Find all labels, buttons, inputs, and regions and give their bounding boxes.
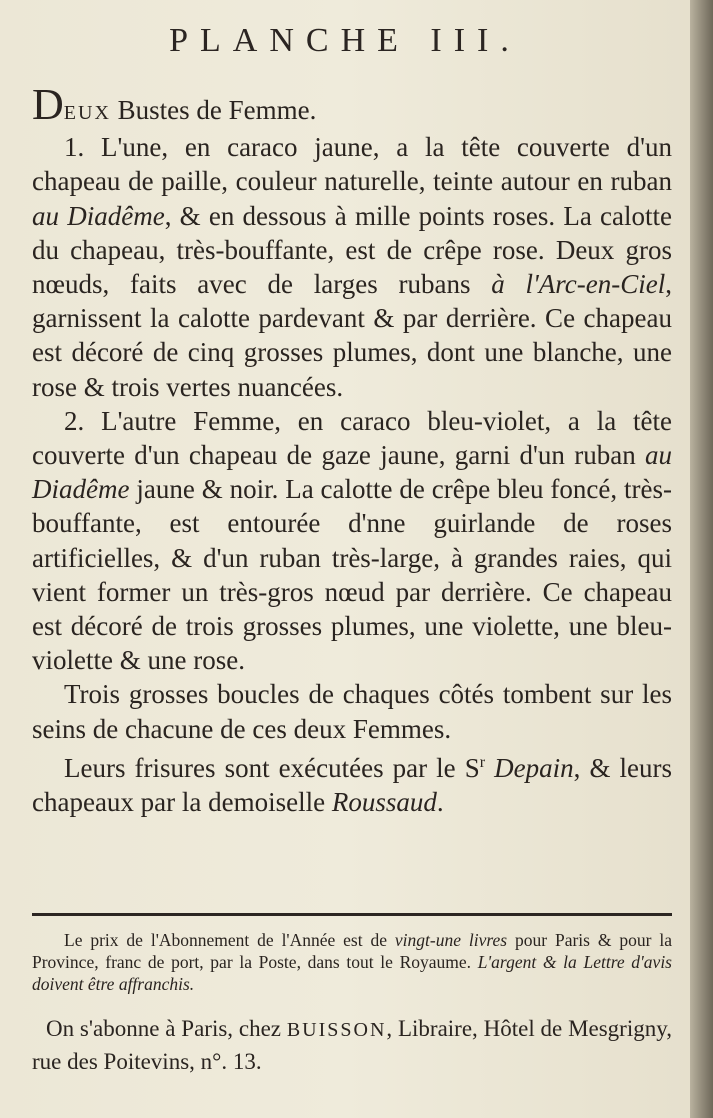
para2-italic-a: au Diadême [32,440,672,505]
notice-text-a: Le prix de l'Abonnement de l'Année est de [64,930,395,950]
heading-line [32,80,672,130]
para4-text-a: Leurs frisures sont exécutées par le S [64,752,480,783]
subscription-notice [32,929,672,995]
subscription-address [32,1013,672,1077]
para4-italic-a: Depain [485,752,574,783]
para2-text-a: 2. L'autre Femme, en caraco bleu-violet, a la tête couverte d'un chapeau de gaze jaune, garni d'un ruban [32,405,672,471]
page-edge [690,0,713,1118]
para4-text-b: , & leurs chapeaux par la demoiselle [32,752,672,818]
plate-title: PLANCHE III. [169,22,521,59]
main-text [32,80,672,819]
notice-italic-a: vingt-une livres [394,930,508,950]
paragraph-2 [32,404,672,678]
para2-text-b: jaune & noir. La calotte de crêpe bleu foncé, très-bouffante, est entourée d'nne guirlande de roses artificielles, & d'un ruban très-large, à grandes raies, qui vient former un très-gros nœud par derrière. Ce chapeau est décoré de trois grosses plumes, une violette, une bleu-violette & une rose. [32,474,672,676]
para4-text-c: . [436,787,444,818]
address-text-a: On s'abonne à Paris, chez [46,1016,287,1041]
notice-paragraph [32,929,672,995]
para4-italic-b: Roussaud [331,787,437,818]
para1-italic-b: à l'Arc-en-Ciel [491,269,666,300]
paragraph-1 [32,130,672,404]
para1-italic-a: au Diadême [32,200,165,231]
heading-rest: Bustes de Femme. [110,95,317,125]
notice-italic-b: L'argent & la Lettre d'avis doivent être affranchis. [32,952,672,994]
separator-rule [32,913,672,916]
paragraph-3: Trois grosses boucles de chaques côtés tombent sur les seins de chacune de ces deux Femmes. [32,679,672,744]
para1-text-a: 1. L'une, en caraco jaune, a la tête couverte d'un chapeau de paille, couleur naturelle, teinte autour en ruban [32,132,672,197]
drop-cap: D [32,80,64,129]
para1-text-c: , garnissent la calotte pardevant & par derrière. Ce chapeau est décoré de cinq grosses plumes, dont une blanche, une rose & trois vertes nuancées. [32,269,672,402]
notice-text-b: pour Paris & pour la Province, franc de port, par la Poste, dans tout le Royaume. [32,930,672,972]
publisher-name: BUISSON [286,1019,387,1041]
paragraph-4 [32,746,672,819]
para4-superscript: r [479,753,486,771]
address-paragraph [32,1013,672,1077]
heading-smallcaps: EUX [63,102,111,124]
address-text-b: , Libraire, Hôtel de Mesgrigny, rue des Poitevins, n°. 13. [32,1016,672,1074]
para1-text-b: , & en dessous à mille points roses. La calotte du chapeau, très-bouffante, est de crêpe rose. Deux gros nœuds, faits avec de larges rubans [32,200,672,300]
